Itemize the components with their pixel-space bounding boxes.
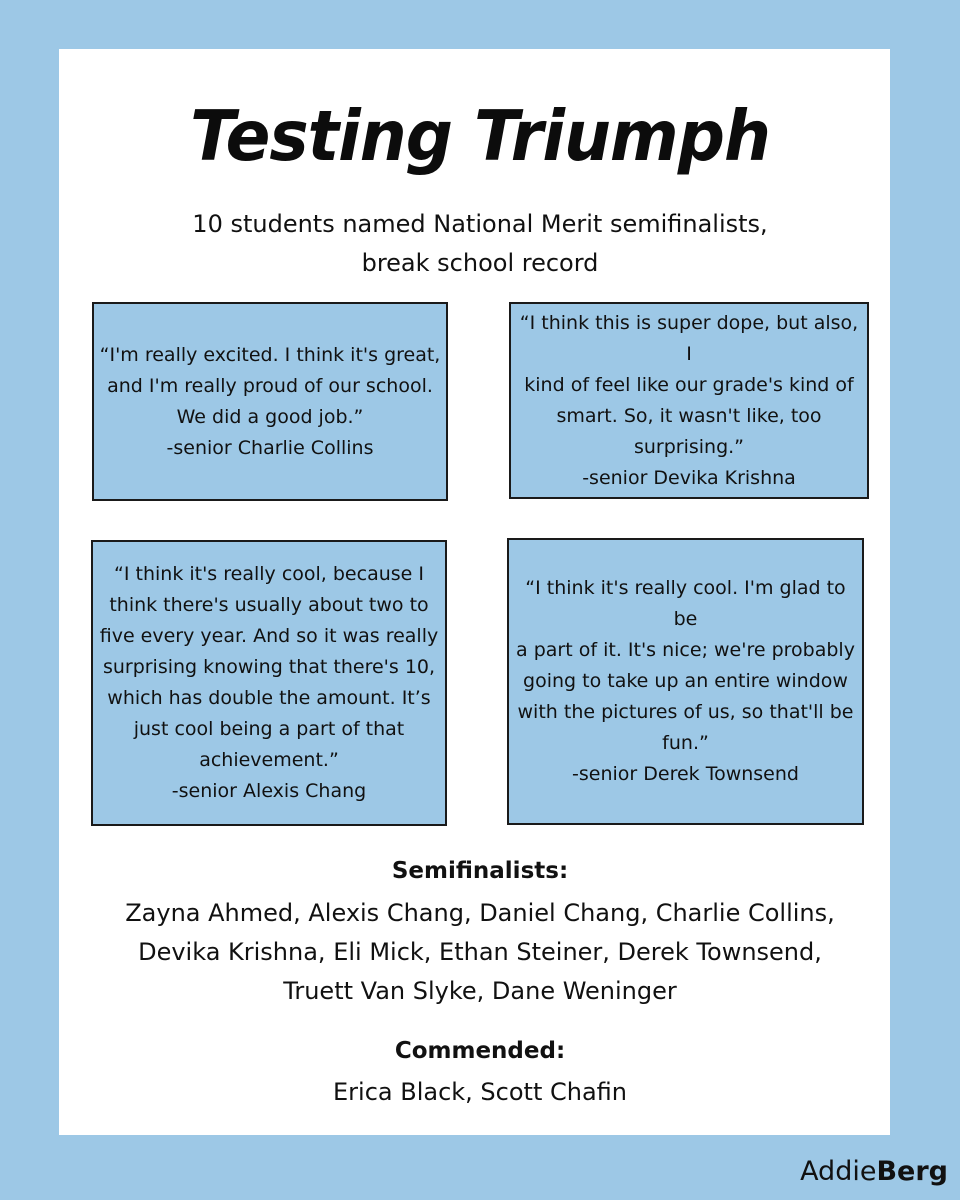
quote-line: a part of it. It's nice; we're probably xyxy=(516,639,855,661)
author-first-name: Addie xyxy=(800,1156,877,1187)
semifinalists-line: Zayna Ahmed, Alexis Chang, Daniel Chang, Charlie Collins, xyxy=(125,899,835,927)
quote-line: “I think it's really cool. I'm glad to be xyxy=(525,577,846,630)
quote-line: with the pictures of us, so that'll be xyxy=(517,701,854,723)
quote-line: kind of feel like our grade's kind of xyxy=(524,373,854,396)
semifinalists-list xyxy=(0,894,960,1011)
author-last-name: Berg xyxy=(876,1156,948,1187)
quote-line: achievement.” xyxy=(199,749,339,771)
quote-line: think there's usually about two to xyxy=(109,594,429,616)
quote-attribution: -senior Charlie Collins xyxy=(166,436,374,459)
commended-list: Erica Black, Scott Chafin xyxy=(333,1078,627,1106)
quote-line: We did a good job.” xyxy=(176,405,364,428)
quote-line: “I think it's really cool, because I xyxy=(114,563,424,585)
quote-line: surprising.” xyxy=(633,435,745,458)
quote-line: surprising knowing that there's 10, xyxy=(102,656,436,678)
quote-attribution: -senior Alexis Chang xyxy=(171,780,367,802)
author-credit xyxy=(800,1156,948,1187)
quote-line: fun.” xyxy=(662,732,709,754)
quote-box-derek-townsend xyxy=(507,538,864,825)
quote-line: “I'm really excited. I think it's great, xyxy=(99,343,441,366)
quote-line: just cool being a part of that xyxy=(133,718,405,740)
quote-line: going to take up an entire window xyxy=(523,670,848,692)
quote-line: five every year. And so it was really xyxy=(99,625,439,647)
semifinalists-line: Devika Krishna, Eli Mick, Ethan Steiner, Derek Townsend, xyxy=(138,938,822,966)
subtitle-line-1: 10 students named National Merit semifinalists, xyxy=(192,210,768,238)
quote-box-devika-krishna xyxy=(509,302,869,499)
quote-line: and I'm really proud of our school. xyxy=(107,374,433,397)
quote-box-alexis-chang xyxy=(91,540,447,826)
quote-box-charlie-collins xyxy=(92,302,448,501)
quote-attribution: -senior Derek Townsend xyxy=(572,763,799,785)
semifinalists-line: Truett Van Slyke, Dane Weninger xyxy=(283,977,677,1005)
subtitle xyxy=(0,205,960,283)
quote-line: “I think this is super dope, but also, I xyxy=(519,311,859,365)
commended-heading: Commended: xyxy=(394,1038,566,1064)
subtitle-line-2: break school record xyxy=(361,249,599,277)
page-title: Testing Triumph xyxy=(190,96,770,177)
quote-line: smart. So, it wasn't like, too xyxy=(556,404,822,427)
quote-attribution: -senior Devika Krishna xyxy=(582,466,796,489)
semifinalists-heading: Semifinalists: xyxy=(391,858,569,884)
quote-line: which has double the amount. It’s xyxy=(107,687,431,709)
